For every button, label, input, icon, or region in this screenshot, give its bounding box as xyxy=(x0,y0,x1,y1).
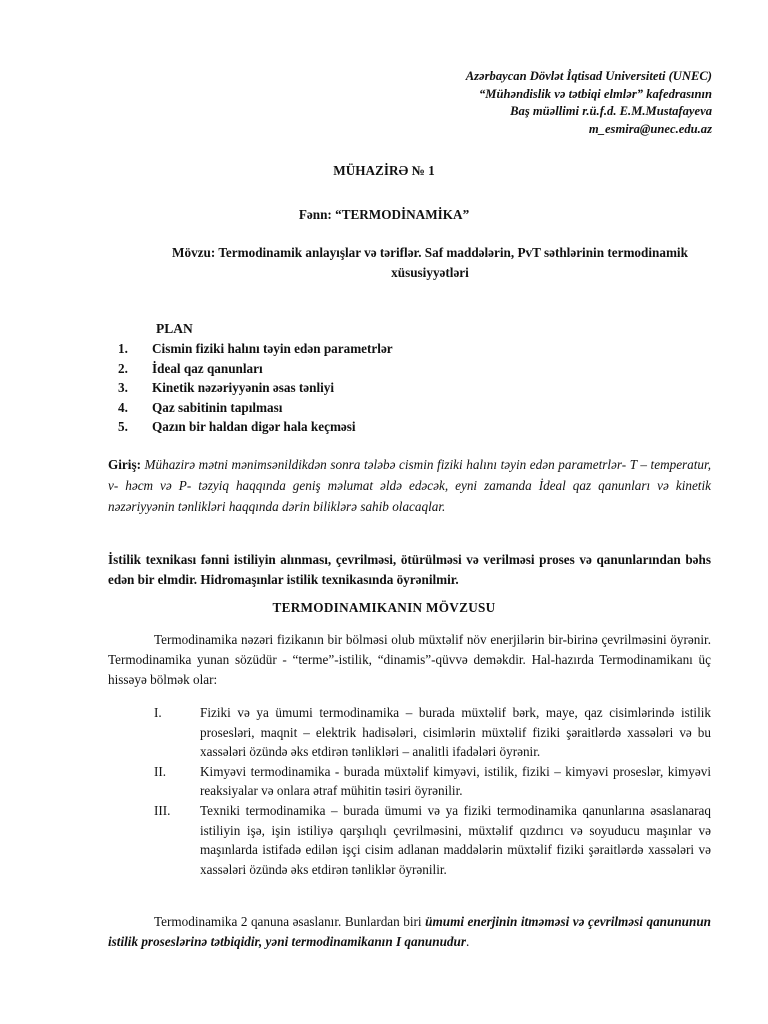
roman-item-text: Fiziki və ya ümumi termodinamika – burada müxtəlif bərk, maye, qaz cisimlərində istilik prosesləri, maqnit – elektrik hadisələri, cisimlərin müxtəlif fiziki şəraitlərdə xassələri və bu xassələri özündə əks etdirən tənlikləri – analitli ifadələri öyrənir. xyxy=(200,705,711,760)
roman-number: I. xyxy=(154,705,162,720)
roman-list-item xyxy=(108,801,711,879)
plan-item-number: 4. xyxy=(118,399,128,415)
section-heading: TERMODINAMIKANIN MÖVZUSU xyxy=(272,600,496,615)
department-name: “Mühəndislik və tətbiqi elmlər” kafedrasının xyxy=(479,86,712,101)
plan-item xyxy=(118,417,393,437)
plan-list xyxy=(118,339,393,437)
roman-number: III. xyxy=(154,802,171,818)
intro-paragraph xyxy=(108,454,711,517)
roman-item-text: Kimyəvi termodinamika - burada müxtəlif kimyəvi, istilik, fiziki – kimyəvi proseslər, kimyəvi reaksiyalar və onlara ətraf mühitin təsiri öyrənilir. xyxy=(200,763,711,799)
plan-item-number: 2. xyxy=(118,360,128,376)
plan-item xyxy=(118,339,393,359)
course-title: Fənn: “TERMODİNAMİKA” xyxy=(298,207,470,222)
body-paragraph: Termodinamika nəzəri fizikanın bir bölməsi olub müxtəlif növ enerjilərin bir-birinə çevrilməsini öyrənir. Termodinamika yunan sözüdür - “terme”-istilik, “dinamis”-qüvvə deməkdir. Hal-hazırda Termodinamikanı üç hissəyə bölmək olar: xyxy=(108,632,711,687)
plan-item xyxy=(118,378,393,398)
roman-item-text: Texniki termodinamika – burada ümumi və ya fiziki termodinamika qanunlarına əsaslanaraq istiliyin işə, işin istiliyə qarşılıqlı çevrilməsini, müxtəlif qızdırıcı və soyuducu maşınlar və maşınlarda istifadə edilən işçi cisim adlanan maddələrin müxtəlif fiziki şəraitlərdə xassələri və xassələri özündə əks etdirən tənliklər öyrənilir. xyxy=(200,802,711,877)
plan-item xyxy=(118,359,393,379)
plan-item-text: Qazın bir haldan digər hala keçməsi xyxy=(152,419,356,434)
subject-description: İstilik texnikası fənni istiliyin alınması, çevrilməsi, ötürülməsi və verilməsi proses və qanunlarından bəhs edən bir elmdir. Hidromaşınlar istilik texnikasında öyrənilmir. xyxy=(108,552,711,587)
body-paragraph-laws xyxy=(108,912,711,952)
roman-list xyxy=(108,703,711,879)
author-header xyxy=(466,68,712,138)
plan-item xyxy=(118,398,393,418)
laws-end: . xyxy=(465,934,470,949)
plan-item-text: Kinetik nəzəriyyənin əsas tənliyi xyxy=(152,380,335,395)
plan-item-text: Cismin fiziki halını təyin edən parametrlər xyxy=(152,341,393,356)
plan-item-text: İdeal qaz qanunları xyxy=(152,360,263,376)
author-name: Baş müəllimi r.ü.f.d. E.M.Mustafayeva xyxy=(510,104,712,118)
plan-item-number: 5. xyxy=(118,419,128,434)
plan-item-number: 3. xyxy=(118,380,128,395)
intro-label: Giriş: xyxy=(108,457,141,472)
plan-heading: PLAN xyxy=(156,321,193,336)
roman-list-item xyxy=(108,762,711,801)
plan-item-number: 1. xyxy=(118,341,128,356)
topic-title: Mövzu: Termodinamik anlayışlar və təriflər. Saf maddələrin, PvT səthlərinin termodinamik xüsusiyyətləri xyxy=(172,245,688,280)
university-name: Azərbaycan Dövlət İqtisad Universiteti (UNEC) xyxy=(465,69,712,83)
intro-text: Mühazirə mətni mənimsənildikdən sonra tələbə cismin fiziki halını təyin edən parametrlər- T – temperatur, v- həcm və P- təzyiq haqqında geniş məlumat əldə edəcək, eyni zamanda İdeal qaz qanunları və kinetik nəzəriyyənin tənlikləri haqqında dərin biliklərə sahib olacaqlar. xyxy=(108,457,711,514)
roman-number: II. xyxy=(154,763,167,779)
plan-item-text: Qaz sabitinin tapılması xyxy=(152,399,283,415)
lecture-title: MÜHAZİRƏ № 1 xyxy=(333,163,435,178)
author-email: m_esmira@unec.edu.az xyxy=(588,121,712,136)
laws-intro-text: Termodinamika 2 qanuna əsaslanır. Bunlardan biri xyxy=(154,914,426,929)
roman-list-item xyxy=(108,703,711,762)
first-law-emphasis: ümumi enerjinin itməməsi və çevrilməsi qanununun istilik proseslərinə tətbiqidir, yəni termodinamikanın I qanunudur xyxy=(108,914,711,949)
